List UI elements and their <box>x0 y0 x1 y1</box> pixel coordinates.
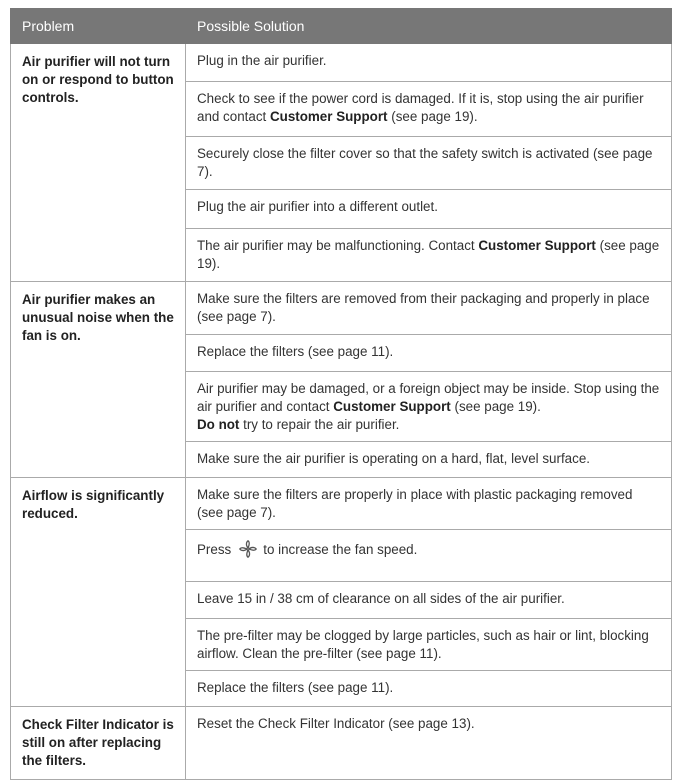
solution-text-bold: Customer Support <box>269 109 388 124</box>
header-possible-solution: Possible Solution <box>186 9 672 44</box>
table-header-row <box>11 9 672 44</box>
problem-cell: Air purifier makes an unusual noise when the fan is on. <box>11 282 186 478</box>
solution-cell <box>186 619 672 671</box>
solution-text: The pre-filter may be clogged by large particles, such as hair or lint, blocking airflow. Clean the pre-filter (see page 11). <box>197 628 649 661</box>
solution-text: Check to see if the power cord is damaged. If it is, stop using the air purifier and contact <box>197 91 644 124</box>
solution-cell <box>186 372 672 442</box>
solution-cell <box>186 190 672 229</box>
troubleshooting-table <box>10 8 672 780</box>
solution-cell <box>186 137 672 190</box>
table-row <box>11 707 672 780</box>
solution-cell <box>186 582 672 619</box>
solution-text: Press <box>197 542 232 557</box>
solution-text: Replace the filters (see page 11). <box>197 344 394 359</box>
solution-text: Plug the air purifier into a different outlet. <box>197 199 438 214</box>
problem-cell: Check Filter Indicator is still on after replacing the filters. <box>11 707 186 780</box>
solution-text: Make sure the air purifier is operating on a hard, flat, level surface. <box>197 451 590 466</box>
solution-cell <box>186 530 672 582</box>
solution-text: Make sure the filters are removed from their packaging and properly in place (see page 7). <box>197 291 650 324</box>
troubleshooting-table-wrapper <box>10 8 671 780</box>
solution-text: Air purifier may be damaged, or a foreign object may be inside. Stop using the air purifier and contact <box>197 381 660 414</box>
solution-text: Replace the filters (see page 11). <box>197 680 394 695</box>
problem-cell: Air purifier will not turn on or respond to button controls. <box>11 44 186 282</box>
solution-cell <box>186 442 672 478</box>
solution-cell <box>186 478 672 530</box>
solution-cell <box>186 44 672 82</box>
table-row <box>11 282 672 335</box>
fan-icon <box>237 538 259 560</box>
table-row <box>11 478 672 530</box>
solution-text: (see page 19). <box>197 238 660 271</box>
solution-cell <box>186 671 672 707</box>
solution-text: Securely close the filter cover so that the safety switch is activated (see page 7). <box>197 146 653 179</box>
solution-text-bold: Customer Support <box>333 399 451 414</box>
solution-cell <box>186 229 672 282</box>
solution-text: Leave 15 in / 38 cm of clearance on all sides of the air purifier. <box>197 591 565 606</box>
solution-text: Reset the Check Filter Indicator (see page 13). <box>197 716 475 731</box>
solution-text-bold: Do not <box>197 417 240 432</box>
solution-text: try to repair the air purifier. <box>239 417 400 432</box>
solution-text: (see page 19). <box>387 109 478 124</box>
solution-text-bold: Customer Support <box>478 238 596 253</box>
solution-cell <box>186 335 672 372</box>
solution-cell <box>186 282 672 335</box>
solution-text: to increase the fan speed. <box>263 542 418 557</box>
table-row <box>11 44 672 82</box>
solution-text: Make sure the filters are properly in place with plastic packaging removed (see page 7). <box>197 487 633 520</box>
problem-cell: Airflow is significantly reduced. <box>11 478 186 707</box>
solution-text: Plug in the air purifier. <box>197 53 327 68</box>
solution-text: (see page 19). <box>450 399 541 414</box>
header-problem: Problem <box>11 9 186 44</box>
solution-text: The air purifier may be malfunctioning. Contact <box>197 238 479 253</box>
solution-cell <box>186 82 672 137</box>
table-body <box>11 44 672 780</box>
solution-cell <box>186 707 672 780</box>
